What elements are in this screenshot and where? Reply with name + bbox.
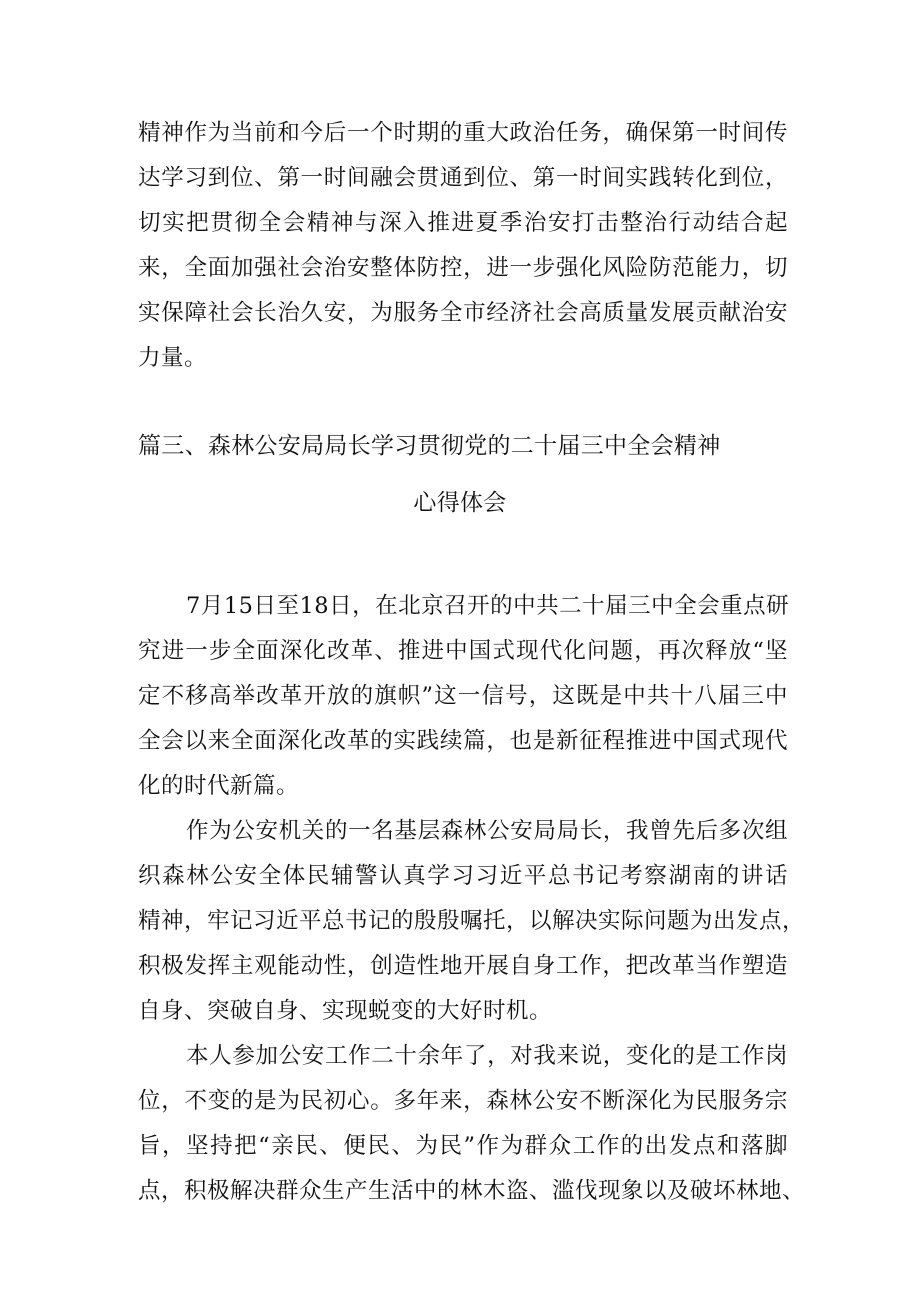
- text-line: 化的时代新篇。: [138, 773, 300, 799]
- text-line: 切实把贯彻全会精神与深入推进夏季治安打击整治行动结合起: [138, 210, 788, 236]
- text-line: 位，不变的是为民初心。多年来，森林公安不断深化为民服务宗: [138, 1088, 788, 1114]
- text-line: 积极发挥主观能动性，创造性地开展自身工作，把改革当作塑造: [138, 953, 788, 979]
- text-line: 织森林公安全体民辅警认真学习习近平总书记考察湖南的讲话: [138, 863, 788, 889]
- text-line: 7月15日至18日，在北京召开的中共二十届三中全会重点研: [186, 593, 790, 619]
- text-line: 作为公安机关的一名基层森林公安局局长，我曾先后多次组: [186, 818, 788, 844]
- text-line: 本人参加公安工作二十余年了，对我来说，变化的是工作岗: [186, 1043, 788, 1069]
- text-line: 精神，牢记习近平总书记的殷殷嘱托，以解决实际问题为出发点，: [138, 908, 806, 934]
- text-line: 力量。: [138, 345, 208, 371]
- text-line: 究进一步全面深化改革、推进中国式现代化问题，再次释放“坚: [138, 638, 788, 664]
- text-line: 旨，坚持把“亲民、便民、为民”作为群众工作的出发点和落脚: [138, 1133, 788, 1159]
- text-line: 来，全面加强社会治安整体防控，进一步强化风险防范能力，切: [138, 255, 788, 281]
- text-line: 全会以来全面深化改革的实践续篇，也是新征程推进中国式现代: [138, 728, 788, 754]
- text-line: 实保障社会长治久安，为服务全市经济社会高质量发展贡献治安: [138, 300, 788, 326]
- text-line: 自身、突破自身、实现蜕变的大好时机。: [138, 998, 553, 1024]
- text-line: 达学习到位、第一时间融会贯通到位、第一时间实践转化到位，: [138, 165, 788, 191]
- text-line: 点，积极解决群众生产生活中的林木盗、滥伐现象以及破坏林地、: [138, 1178, 806, 1204]
- section-heading-line-1: 篇三、森林公安局局长学习贯彻党的二十届三中全会精神: [138, 433, 721, 459]
- text-line: 精神作为当前和今后一个时期的重大政治任务，确保第一时间传: [138, 120, 788, 146]
- section-heading-line-2: 心得体会: [413, 490, 507, 516]
- text-line: 定不移高举改革开放的旗帜”这一信号，这既是中共十八届三中: [138, 683, 788, 709]
